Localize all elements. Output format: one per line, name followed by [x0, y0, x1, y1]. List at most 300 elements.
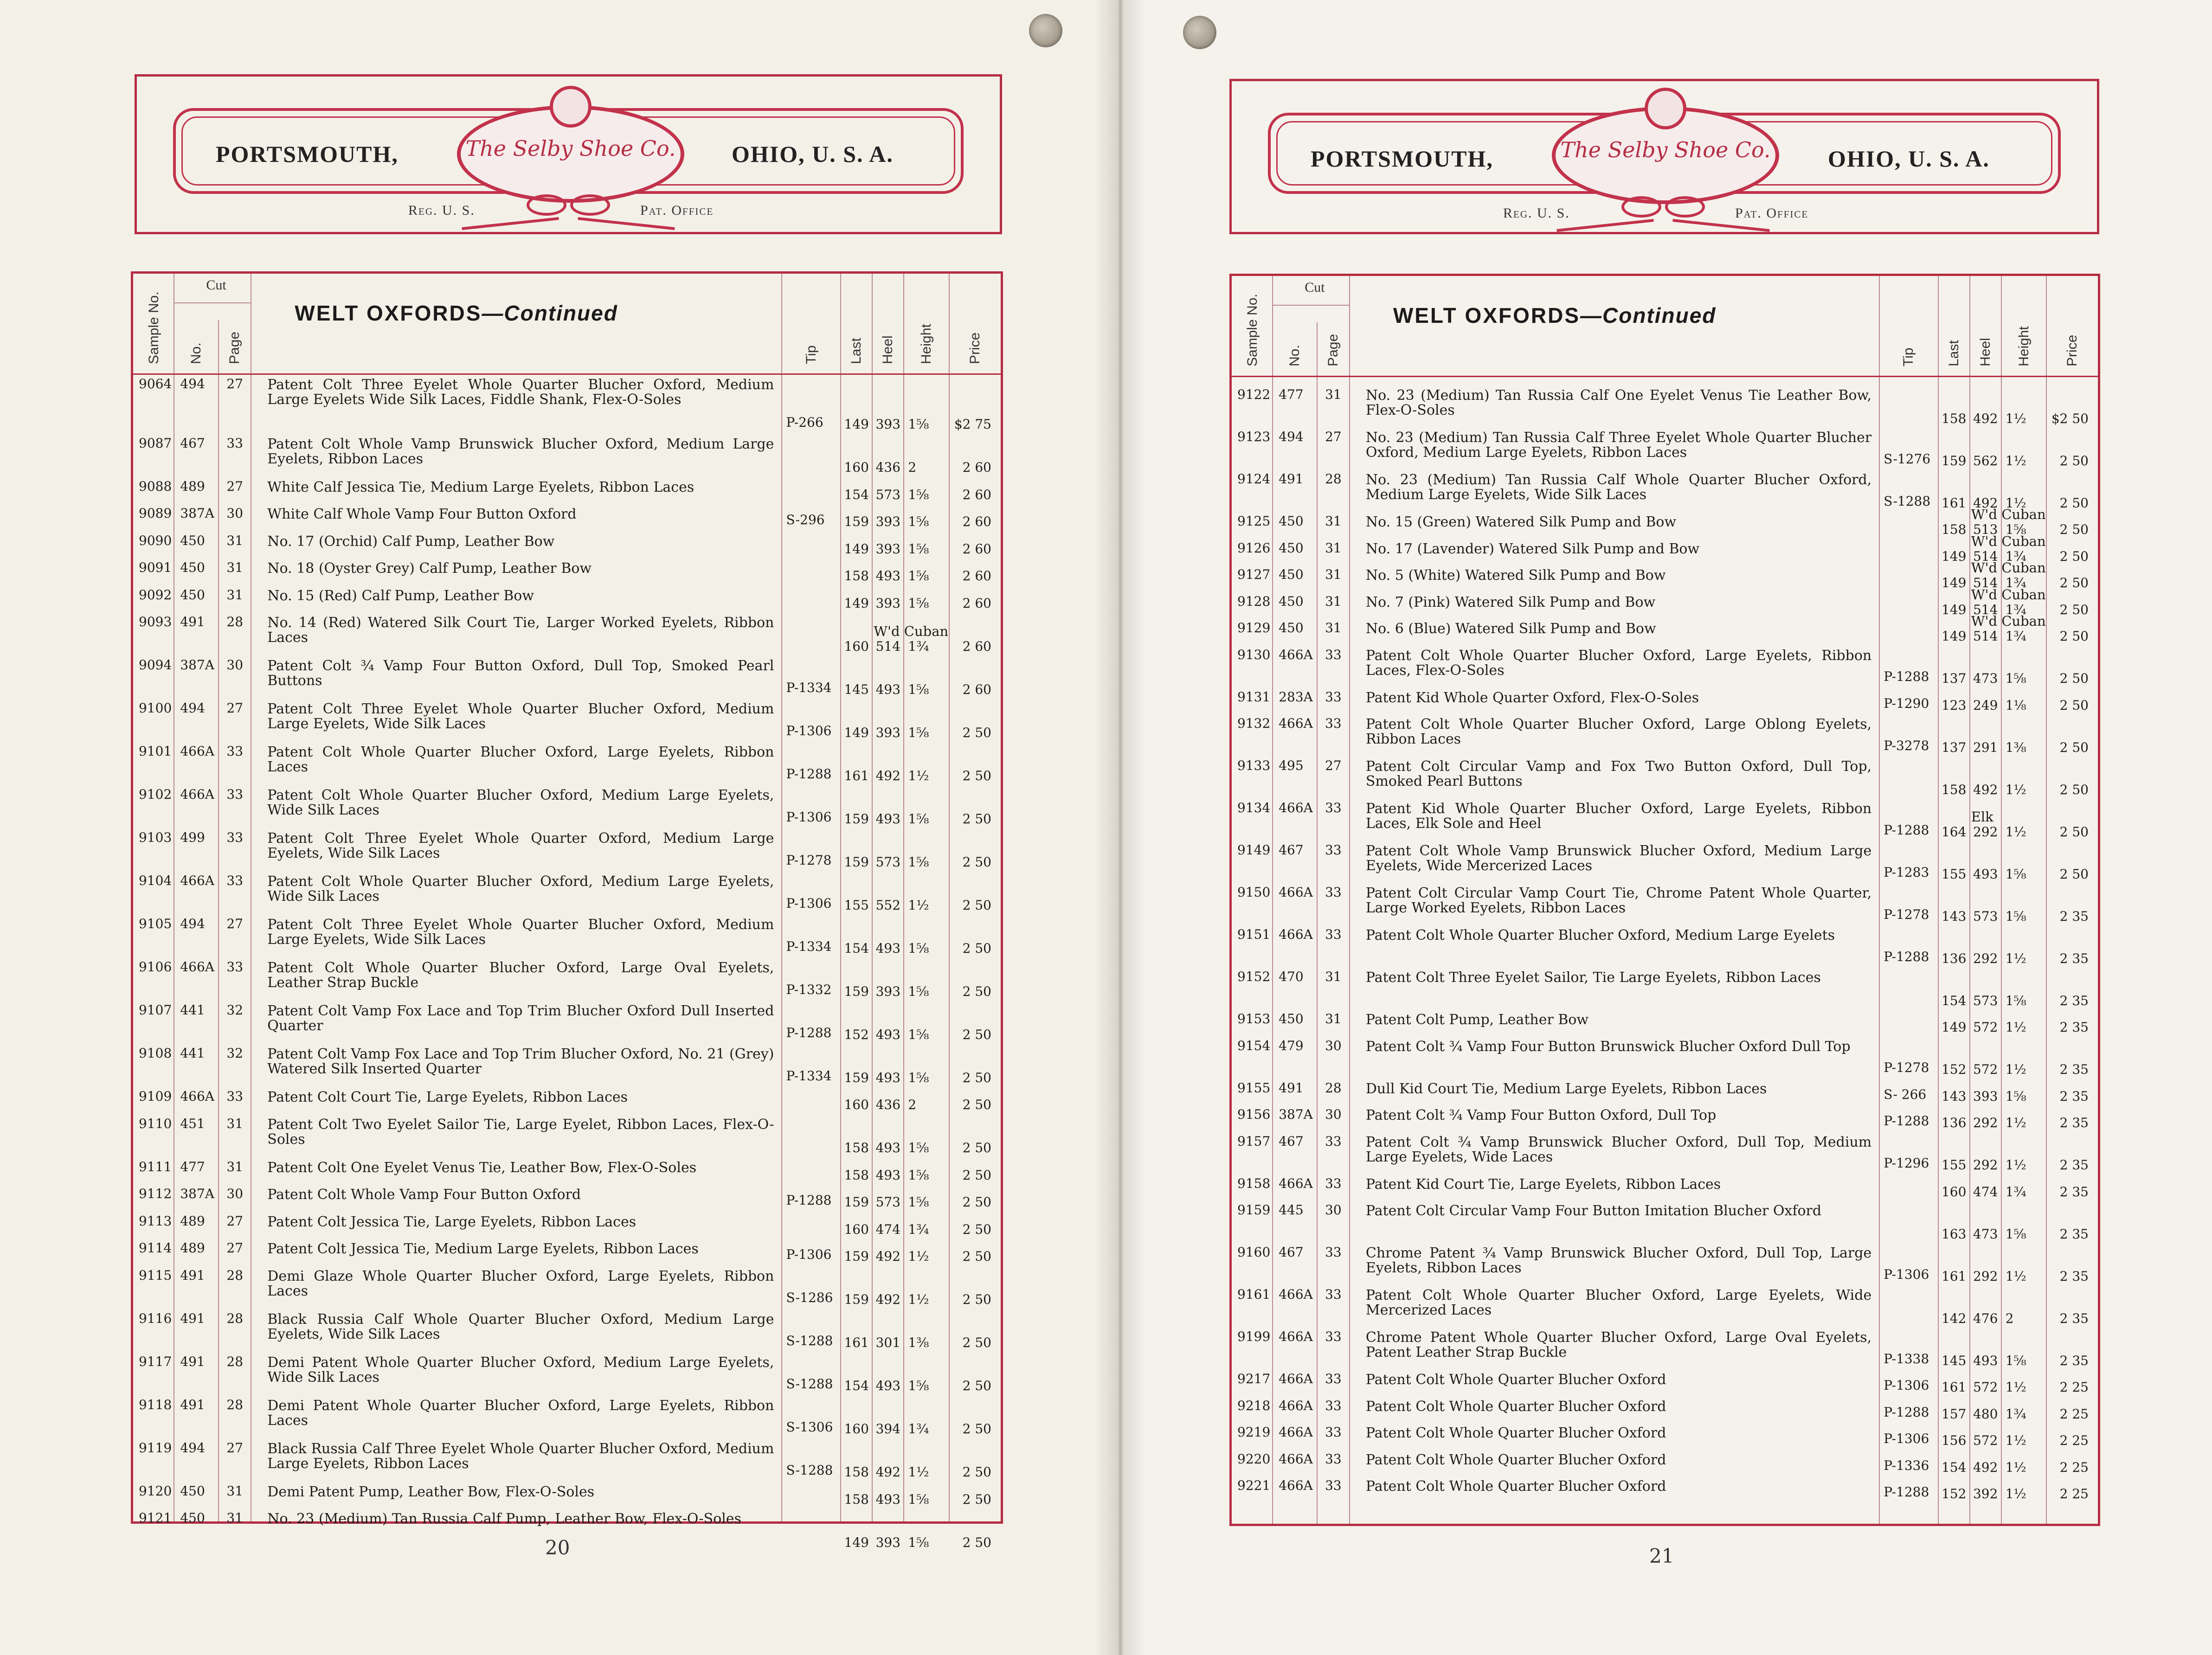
- price: 2 60: [962, 681, 991, 697]
- heel: 473: [1973, 1226, 1998, 1242]
- sample-no: 9129: [1237, 620, 1271, 635]
- table-row: [1232, 1203, 2098, 1245]
- last: 149: [1941, 575, 1967, 590]
- description: Patent Colt Whole Vamp Four Button Oxford: [267, 1187, 581, 1203]
- table-row: [1232, 1287, 2098, 1329]
- height: 1½: [2005, 1157, 2026, 1173]
- description: Patent Colt Three Eyelet Whole Quarter Blucher Oxford, Medium Large Eyelets, Wide Silk Laces: [267, 701, 774, 732]
- description: Dull Kid Court Tie, Medium Large Eyelets, Ribbon Laces: [1365, 1080, 1767, 1097]
- price: 2 50: [962, 1194, 991, 1210]
- height: 1½: [908, 768, 929, 783]
- last: 160: [844, 1097, 869, 1112]
- heel: 436: [875, 460, 901, 475]
- heel: 573: [1973, 908, 1998, 924]
- cut-no: 470: [1279, 969, 1304, 984]
- height: 1½: [2005, 782, 2026, 797]
- heel: 493: [875, 1167, 901, 1183]
- cut-no: 466A: [1279, 1287, 1313, 1302]
- description: Patent Colt ¾ Vamp Brunswick Blucher Oxford, Dull Top, Medium Large Eyelets, Wide Laces: [1365, 1134, 1872, 1165]
- cut-no: 466A: [180, 959, 214, 975]
- price: 2 50: [962, 1249, 991, 1264]
- col-price: Price: [967, 332, 983, 364]
- height: 1⅝: [2005, 1226, 2026, 1242]
- height: 1⅝: [908, 681, 929, 697]
- last: 136: [1941, 1115, 1967, 1130]
- sample-no: 9152: [1237, 969, 1271, 984]
- section-title-continued: —Continued: [482, 301, 618, 325]
- header-state: OHIO, U. S. A.: [732, 141, 894, 167]
- sample-no: 9109: [139, 1089, 172, 1104]
- table-row: [133, 588, 1001, 615]
- description: Black Russia Calf Whole Quarter Blucher Oxford, Medium Large Eyelets, Wide Silk Laces: [267, 1311, 774, 1342]
- cut-no: 491: [1279, 471, 1304, 487]
- description: White Calf Whole Vamp Four Button Oxford: [267, 506, 577, 522]
- cut-page: 33: [226, 830, 244, 845]
- table-row: [133, 1046, 1001, 1089]
- height: 1⅜: [908, 1335, 929, 1350]
- last: 154: [1941, 993, 1967, 1008]
- cut-no: 489: [180, 1213, 205, 1229]
- height: 1⅝: [2005, 1353, 2026, 1368]
- cut-page: 28: [226, 1267, 244, 1283]
- table-row: [133, 377, 1001, 436]
- last: 159: [844, 1070, 869, 1085]
- last: 158: [1941, 411, 1967, 426]
- cut-no: 450: [180, 560, 205, 575]
- sample-no: 9149: [1237, 842, 1271, 858]
- height: 1⅜: [2005, 739, 2026, 755]
- cut-no: 466A: [1279, 1371, 1313, 1386]
- description: Patent Colt Vamp Fox Lace and Top Trim Blucher Oxford Dull Inserted Quarter: [267, 1003, 774, 1034]
- height: 1⅝: [908, 940, 929, 956]
- header-pat: Pat. Office: [1735, 205, 1809, 221]
- cut-page: 27: [226, 376, 244, 391]
- heel: 573: [875, 487, 901, 502]
- heel: 493: [1973, 866, 1998, 882]
- tip: S-1276: [1884, 451, 1931, 467]
- cut-no: 467: [1279, 1244, 1304, 1260]
- height: 1⅝: [2005, 993, 2026, 1008]
- book-gutter: [1095, 0, 1146, 1655]
- table-row: [1232, 885, 2098, 927]
- cut-no: 494: [180, 1440, 205, 1456]
- cut-page: 31: [1325, 387, 1342, 402]
- cut-no: 467: [180, 435, 205, 451]
- section-title: [1393, 303, 1717, 328]
- cut-page: 31: [226, 1483, 244, 1499]
- heel: 492: [875, 1464, 901, 1480]
- price: 2 35: [2059, 1184, 2089, 1200]
- table-row: [133, 830, 1001, 873]
- sample-no: 9088: [139, 478, 172, 494]
- height: 1⅝: [908, 1378, 929, 1393]
- table-row: [133, 1441, 1001, 1484]
- sample-no: 9157: [1237, 1133, 1271, 1149]
- height: 1½: [2005, 1486, 2026, 1501]
- table-row: [133, 873, 1001, 917]
- heel: 513: [1973, 522, 1998, 537]
- table-row: [1232, 1398, 2098, 1425]
- logo-bow-icon: [522, 192, 615, 220]
- last: 159: [844, 811, 869, 827]
- sample-no: 9119: [139, 1440, 172, 1456]
- table-row: [133, 506, 1001, 533]
- col-price: Price: [2064, 334, 2080, 366]
- last: 158: [1941, 782, 1967, 797]
- cut-no: 466A: [180, 873, 214, 888]
- price: 2 50: [2059, 782, 2089, 797]
- last: 160: [844, 1221, 869, 1237]
- last: 160: [1941, 1184, 1967, 1200]
- cut-no: 499: [180, 830, 205, 845]
- table-row: [133, 658, 1001, 701]
- tip: P-1288: [786, 1025, 832, 1040]
- cut-page: 30: [226, 657, 244, 673]
- height: 1⅝: [908, 514, 929, 529]
- heel: 393: [875, 541, 901, 557]
- last: 160: [844, 638, 869, 654]
- cut-page: 33: [1325, 885, 1342, 900]
- col-cut: Cut: [1305, 280, 1325, 295]
- price: 2 50: [2059, 522, 2089, 537]
- price: 2 50: [962, 1335, 991, 1350]
- height: 1½: [2005, 453, 2026, 468]
- header-city: PORTSMOUTH,: [1311, 146, 1493, 172]
- sample-no: 9126: [1237, 540, 1271, 556]
- heel: 492: [1973, 495, 1998, 511]
- sample-no: 9219: [1237, 1424, 1271, 1440]
- heel: 514: [1973, 629, 1998, 644]
- cut-page: 30: [226, 1186, 244, 1201]
- height: 1½: [2005, 950, 2026, 966]
- cut-no: 466A: [1279, 1451, 1313, 1467]
- description: Patent Kid Whole Quarter Blucher Oxford, Large Eyelets, Ribbon Laces, Elk Sole and Heel: [1365, 801, 1872, 832]
- tip: S- 266: [1884, 1086, 1927, 1102]
- height: 1⅝: [908, 811, 929, 827]
- cut-no: 450: [1279, 1011, 1304, 1026]
- sample-no: 9125: [1237, 513, 1271, 529]
- cut-page: 32: [226, 1046, 244, 1061]
- height: 1¾: [2005, 575, 2026, 590]
- col-cut-no: No.: [188, 342, 204, 364]
- table-row: [133, 1187, 1001, 1214]
- heel: 514: [1973, 575, 1998, 590]
- description: Patent Colt Whole Quarter Blucher Oxford, Large Oblong Eyelets, Ribbon Laces: [1365, 716, 1872, 747]
- last: 152: [844, 1026, 869, 1042]
- last: 161: [844, 768, 869, 783]
- sample-no: 9124: [1237, 471, 1271, 487]
- description: Chrome Patent ¾ Vamp Brunswick Blucher Oxford, Dull Top, Large Eyelets, Ribbon Laces: [1365, 1245, 1872, 1276]
- tip: P-1278: [786, 852, 832, 868]
- height: 1½: [908, 897, 929, 913]
- tip: P-1288: [1884, 1113, 1929, 1129]
- price: 2 50: [2059, 629, 2089, 644]
- col-cut-no: No.: [1287, 345, 1303, 366]
- sample-no: 9105: [139, 916, 172, 931]
- sample-no: 9132: [1237, 716, 1271, 731]
- cut-page: 28: [1325, 1080, 1342, 1096]
- cut-page: 33: [1325, 800, 1342, 815]
- table-row: [133, 787, 1001, 830]
- cut-no: 387A: [180, 657, 214, 673]
- header-rule: [133, 373, 1001, 375]
- col-last: Last: [849, 338, 864, 364]
- last: 161: [1941, 495, 1967, 511]
- description: Patent Colt Whole Quarter Blucher Oxford: [1365, 1451, 1666, 1468]
- description: Patent Colt Whole Vamp Brunswick Blucher Oxford, Medium Large Eyelets, Ribbon Laces: [267, 436, 774, 467]
- height: 1⅝: [908, 1194, 929, 1210]
- heel: 573: [875, 1194, 901, 1210]
- price: 2 50: [2059, 602, 2089, 617]
- heel: 572: [1973, 1062, 1998, 1077]
- sample-no: 9130: [1237, 647, 1271, 662]
- last: 145: [844, 681, 869, 697]
- heel: 476: [1973, 1310, 1998, 1326]
- cut-page: 27: [1325, 758, 1342, 773]
- table-row: [1232, 648, 2098, 690]
- cut-page: 33: [226, 959, 244, 975]
- description: Patent Colt Whole Quarter Blucher Oxford, Large Eyelets, Ribbon Laces, Flex-O-Soles: [1365, 647, 1872, 679]
- cut-page: 31: [226, 560, 244, 575]
- cut-page: 33: [1325, 1371, 1342, 1386]
- price: 2 35: [2059, 1310, 2089, 1326]
- cut-page: 33: [226, 744, 244, 759]
- description: No. 15 (Green) Watered Silk Pump and Bow: [1365, 514, 1677, 530]
- last: 143: [1941, 908, 1967, 924]
- heel: 436: [875, 1097, 901, 1112]
- cut-page: 33: [226, 435, 244, 451]
- last: 149: [844, 595, 869, 611]
- price: 2 60: [962, 514, 991, 529]
- cut-no: 495: [1279, 758, 1304, 773]
- table-row: [1232, 1134, 2098, 1176]
- heel-note: Elk: [1971, 808, 1993, 825]
- cut-page: 33: [1325, 1424, 1342, 1440]
- sample-no: 9101: [139, 744, 172, 759]
- last: 158: [844, 568, 869, 584]
- height: 1⅝: [2005, 866, 2026, 882]
- height: 1½: [2005, 1062, 2026, 1077]
- cut-page: 31: [226, 1510, 244, 1526]
- description: No. 7 (Pink) Watered Silk Pump and Bow: [1365, 594, 1656, 610]
- description: Black Russia Calf Three Eyelet Whole Quarter Blucher Oxford, Medium Large Eyelets, Ribbon Laces: [267, 1440, 774, 1472]
- description: Demi Glaze Whole Quarter Blucher Oxford, Large Eyelets, Ribbon Laces: [267, 1268, 774, 1299]
- heel: 292: [1973, 1268, 1998, 1284]
- height: 1½: [2005, 824, 2026, 840]
- heel: 493: [875, 1140, 901, 1155]
- description: Patent Colt Court Tie, Large Eyelets, Ribbon Laces: [267, 1089, 628, 1105]
- cut-no: 491: [180, 1354, 205, 1369]
- height: 1⅛: [2005, 697, 2026, 713]
- height: 1⅝: [908, 1026, 929, 1042]
- heel: 493: [875, 1026, 901, 1042]
- tip: P-1288: [1884, 949, 1929, 964]
- cut-no: 450: [1279, 593, 1304, 609]
- price: 2 25: [2059, 1433, 2089, 1448]
- cut-page: 33: [1325, 1133, 1342, 1149]
- price: 2 50: [2059, 671, 2089, 686]
- price: 2 50: [2059, 866, 2089, 882]
- heel: 492: [875, 1292, 901, 1307]
- description: Patent Colt Whole Quarter Blucher Oxford: [1365, 1478, 1666, 1495]
- heel: 493: [875, 811, 901, 827]
- tip: P-1296: [1884, 1155, 1929, 1171]
- table-row: [133, 479, 1001, 507]
- heel: 572: [1973, 1379, 1998, 1395]
- heel: 393: [875, 595, 901, 611]
- sample-no: 9123: [1237, 429, 1271, 444]
- price: 2 60: [962, 595, 991, 611]
- last: 161: [1941, 1379, 1967, 1395]
- price: 2 60: [962, 487, 991, 502]
- cut-page: 30: [1325, 1202, 1342, 1218]
- height: 1⅝: [908, 487, 929, 502]
- last: 149: [1941, 548, 1967, 564]
- sample-no: 9161: [1237, 1287, 1271, 1302]
- section-title-continued: —Continued: [1580, 303, 1717, 327]
- last: 159: [844, 1249, 869, 1264]
- price: 2 35: [2059, 1268, 2089, 1284]
- page-number-right: 21: [1649, 1545, 1674, 1567]
- table-row: [1232, 716, 2098, 758]
- heel: 572: [1973, 1020, 1998, 1035]
- tip: P-1288: [786, 1193, 832, 1208]
- table-row: [1232, 758, 2098, 801]
- cut-no: 466A: [1279, 885, 1313, 900]
- cut-rule: [174, 302, 251, 303]
- price: 2 50: [962, 1534, 991, 1550]
- sample-no: 9122: [1237, 387, 1271, 402]
- cut-rule: [1272, 305, 1349, 306]
- sample-no: 9090: [139, 532, 172, 548]
- sample-no: 9093: [139, 614, 172, 629]
- tip: P-1306: [1884, 1266, 1929, 1282]
- heel: 474: [1973, 1184, 1998, 1200]
- cut-page: 33: [1325, 1244, 1342, 1260]
- description: Patent Colt Whole Quarter Blucher Oxford: [1365, 1425, 1666, 1441]
- sample-no: 9094: [139, 657, 172, 673]
- cut-no: 387A: [180, 506, 214, 521]
- description: Patent Colt Whole Quarter Blucher Oxford, Large Eyelets, Ribbon Laces: [267, 744, 774, 775]
- cut-no: 466A: [1279, 1329, 1313, 1344]
- price: 2 50: [962, 854, 991, 870]
- last: 163: [1941, 1226, 1967, 1242]
- cut-no: 467: [1279, 1133, 1304, 1149]
- sample-no: 9158: [1237, 1175, 1271, 1191]
- table-row: [1232, 1372, 2098, 1398]
- height: 1¾: [908, 1421, 929, 1437]
- sample-no: 9153: [1237, 1011, 1271, 1026]
- cut-page: 31: [1325, 567, 1342, 582]
- section-title-main: WELT OXFORDS: [295, 301, 482, 325]
- cut-page: 33: [1325, 1478, 1342, 1493]
- price: 2 50: [962, 811, 991, 827]
- price: 2 50: [962, 897, 991, 913]
- header-reg: Reg. U. S.: [1503, 205, 1570, 221]
- cut-page: 28: [226, 1397, 244, 1412]
- sample-no: 9091: [139, 560, 172, 575]
- col-height: Height: [919, 324, 934, 364]
- description: Patent Colt Whole Quarter Blucher Oxford, Medium Large Eyelets, Wide Silk Laces: [267, 873, 774, 904]
- sample-no: 9154: [1237, 1038, 1271, 1053]
- height: 1½: [2005, 1268, 2026, 1284]
- tip: P-1278: [1884, 1060, 1929, 1075]
- cut-no: 491: [180, 1397, 205, 1412]
- description: No. 23 (Medium) Tan Russia Calf Whole Quarter Blucher Oxford, Medium Large Eyelets, Wide Silk Laces: [1365, 472, 1872, 503]
- sample-no: 9100: [139, 700, 172, 716]
- last: 143: [1941, 1088, 1967, 1104]
- height: 1¾: [908, 638, 929, 654]
- cut-no: 489: [180, 478, 205, 494]
- price: 2 50: [962, 768, 991, 783]
- table-row: [1232, 387, 2098, 430]
- heel: 493: [1973, 1353, 1998, 1368]
- cut-page: 31: [1325, 593, 1342, 609]
- table-row: [1232, 1452, 2098, 1479]
- col-sample-no: Sample No.: [146, 291, 161, 364]
- description: No. 17 (Orchid) Calf Pump, Leather Bow: [267, 533, 555, 550]
- cut-page: 32: [226, 1002, 244, 1018]
- description: No. 6 (Blue) Watered Silk Pump and Bow: [1365, 621, 1656, 637]
- cut-page: 31: [1325, 513, 1342, 529]
- sample-no: 9102: [139, 787, 172, 802]
- cut-page: 33: [1325, 1175, 1342, 1191]
- tip: P-1288: [786, 766, 832, 782]
- sample-no: 9133: [1237, 758, 1271, 773]
- last: 164: [1941, 824, 1967, 840]
- height: 2: [908, 460, 917, 475]
- table-row: [133, 436, 1001, 479]
- heel-note: W'd Cuban: [1971, 533, 2046, 549]
- description: Demi Patent Whole Quarter Blucher Oxford, Medium Large Eyelets, Wide Silk Laces: [267, 1354, 774, 1386]
- cut-no: 450: [180, 1510, 205, 1526]
- sample-no: 9199: [1237, 1329, 1271, 1344]
- last: 149: [844, 417, 869, 432]
- cut-page: 33: [1325, 647, 1342, 662]
- height: 1½: [908, 1292, 929, 1307]
- last: 155: [844, 897, 869, 913]
- table-row: [1232, 690, 2098, 717]
- cut-page: 33: [1325, 1398, 1342, 1413]
- description: No. 15 (Red) Calf Pump, Leather Bow: [267, 587, 534, 604]
- price: 2 50: [962, 983, 991, 999]
- cut-page: 31: [226, 1116, 244, 1131]
- cut-no: 450: [180, 587, 205, 603]
- sample-no: 9128: [1237, 593, 1271, 609]
- last: 157: [1941, 1406, 1967, 1422]
- last: 149: [1941, 602, 1967, 617]
- heel: 292: [1973, 1115, 1998, 1130]
- header-state: OHIO, U. S. A.: [1828, 146, 1990, 172]
- cut-page: 33: [226, 873, 244, 888]
- height: 1¾: [908, 1221, 929, 1237]
- height: 1¾: [2005, 1184, 2026, 1200]
- sample-no: 9110: [139, 1116, 172, 1131]
- sample-no: 9112: [139, 1186, 172, 1201]
- heel: 394: [875, 1421, 901, 1437]
- sample-no: 9134: [1237, 800, 1271, 815]
- heel: 493: [875, 1491, 901, 1507]
- cut-page: 28: [226, 614, 244, 629]
- cut-page: 30: [226, 506, 244, 521]
- description: Patent Colt Pump, Leather Bow: [1365, 1012, 1589, 1028]
- description: Demi Patent Whole Quarter Blucher Oxford, Large Eyelets, Ribbon Laces: [267, 1397, 774, 1429]
- cut-no: 479: [1279, 1038, 1304, 1053]
- description: No. 23 (Medium) Tan Russia Calf Pump, Leather Bow, Flex-O-Soles: [267, 1511, 742, 1527]
- header-left: [135, 74, 1002, 234]
- description: Patent Colt Whole Quarter Blucher Oxford, Large Oval Eyelets, Leather Strap Buckle: [267, 960, 774, 991]
- table-row: [1232, 507, 2098, 541]
